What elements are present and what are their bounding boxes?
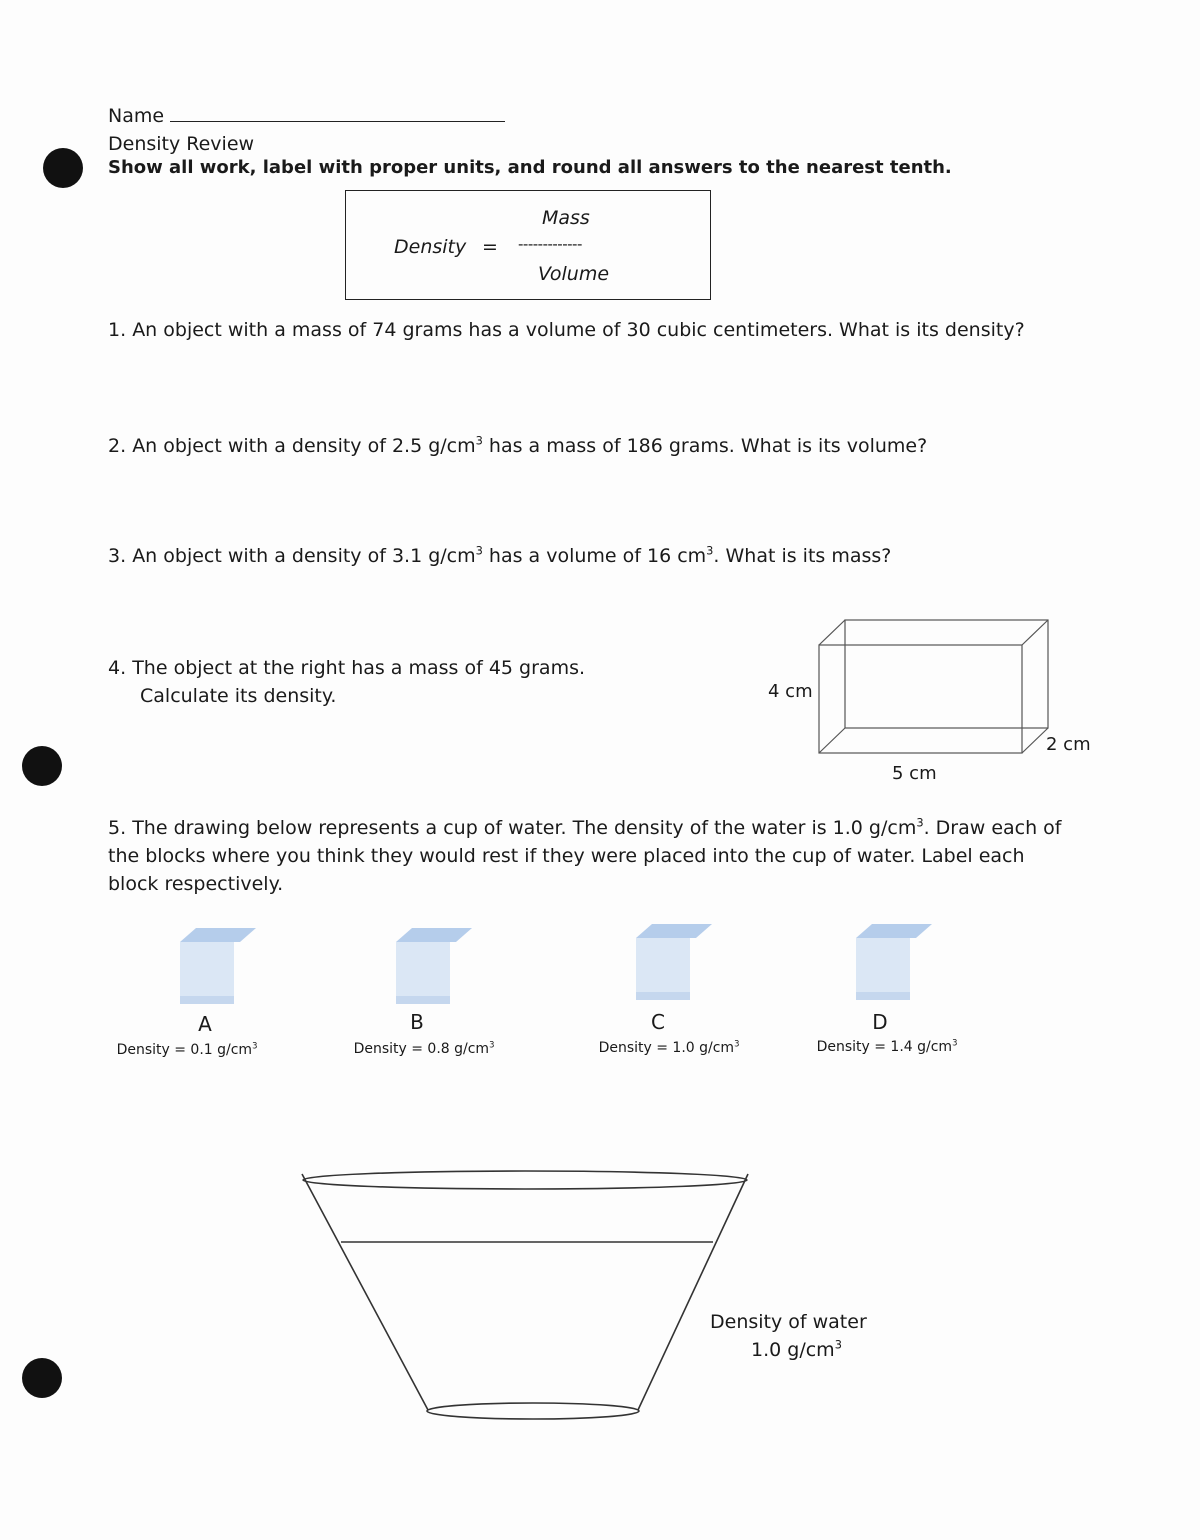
binder-hole-top: [43, 148, 83, 188]
cube-icon: [632, 922, 716, 1004]
question-2: [108, 432, 927, 460]
block-b-density: [334, 1041, 514, 1057]
cup-label-line-2: [751, 1336, 842, 1364]
block-a: [176, 926, 260, 1008]
block-c-density: [579, 1040, 759, 1056]
cup-label-line-1: Density of water: [710, 1311, 867, 1333]
formula-denominator: Volume: [538, 263, 610, 285]
block-a-density: [97, 1042, 277, 1058]
question-number: 2.: [108, 435, 127, 457]
question-4: [108, 654, 585, 682]
block-d-letter: D: [872, 1010, 888, 1034]
question-text-line-1: The object at the right has a mass of 45 grams.: [132, 657, 586, 679]
block-b-letter: B: [410, 1010, 424, 1034]
question-3: [108, 542, 891, 570]
instructions: Show all work, label with proper units, and round all answers to the nearest tenth.: [108, 157, 952, 178]
superscript: 3: [952, 1037, 958, 1048]
superscript: 3: [834, 1337, 842, 1352]
question-text-part: has a volume of 16 cm: [482, 545, 707, 567]
question-number: 3.: [108, 545, 127, 567]
prism-depth-label: 2 cm: [1046, 734, 1091, 755]
question-text-part: . Draw each of the blocks where you think they would rest if they were placed into the cup of water. Label each block respectively.: [108, 817, 1062, 895]
question-number: 4.: [108, 657, 127, 679]
superscript: 3: [252, 1040, 258, 1051]
cup-density-text: 1.0 g/cm: [751, 1339, 835, 1361]
cube-icon: [852, 922, 936, 1004]
density-formula-box: [345, 190, 711, 300]
superscript: 3: [489, 1039, 495, 1050]
question-number: 1.: [108, 319, 127, 341]
block-a-letter: A: [198, 1012, 212, 1036]
formula-lhs: Density: [394, 236, 467, 258]
density-text: Density = 0.8 g/cm: [353, 1041, 490, 1057]
density-text: Density = 1.4 g/cm: [816, 1039, 953, 1055]
name-blank-line: [170, 103, 505, 122]
cup-of-water-figure: [290, 1160, 760, 1430]
superscript: 3: [475, 543, 483, 558]
question-text-part: The drawing below represents a cup of water. The density of the water is 1.0 g/cm: [132, 817, 917, 839]
name-label: Name: [108, 105, 165, 127]
name-field: [108, 102, 505, 130]
question-number: 5.: [108, 817, 127, 839]
formula-divider: -------------: [518, 235, 582, 253]
formula-numerator: Mass: [542, 207, 590, 229]
superscript: 3: [475, 433, 483, 448]
superscript: 3: [916, 815, 924, 830]
question-text: An object with a mass of 74 grams has a volume of 30 cubic centimeters. What is its density?: [132, 319, 1025, 341]
question-1: [108, 316, 1025, 344]
question-text-part: An object with a density of 2.5 g/cm: [132, 435, 476, 457]
block-d: [852, 922, 936, 1004]
cube-icon: [176, 926, 260, 1008]
binder-hole-bottom: [22, 1358, 62, 1398]
block-b: [392, 926, 476, 1008]
superscript: 3: [734, 1038, 740, 1049]
block-d-density: [797, 1039, 977, 1055]
block-c-letter: C: [651, 1010, 665, 1034]
cube-icon: [392, 926, 476, 1008]
density-text: Density = 1.0 g/cm: [598, 1040, 735, 1056]
block-c: [632, 922, 716, 1004]
formula-equals: =: [482, 236, 498, 258]
superscript: 3: [706, 543, 714, 558]
question-text-part: An object with a density of 3.1 g/cm: [132, 545, 476, 567]
prism-length-label: 5 cm: [892, 763, 937, 784]
question-text-part: has a mass of 186 grams. What is its volume?: [482, 435, 928, 457]
question-text-part: . What is its mass?: [713, 545, 892, 567]
question-5: [108, 814, 1068, 898]
worksheet-title: Density Review: [108, 133, 255, 155]
rectangular-prism-figure: [810, 612, 1060, 762]
question-4-line-2: Calculate its density.: [140, 685, 337, 707]
density-text: Density = 0.1 g/cm: [116, 1042, 253, 1058]
prism-height-label: 4 cm: [768, 681, 813, 702]
binder-hole-middle: [22, 746, 62, 786]
